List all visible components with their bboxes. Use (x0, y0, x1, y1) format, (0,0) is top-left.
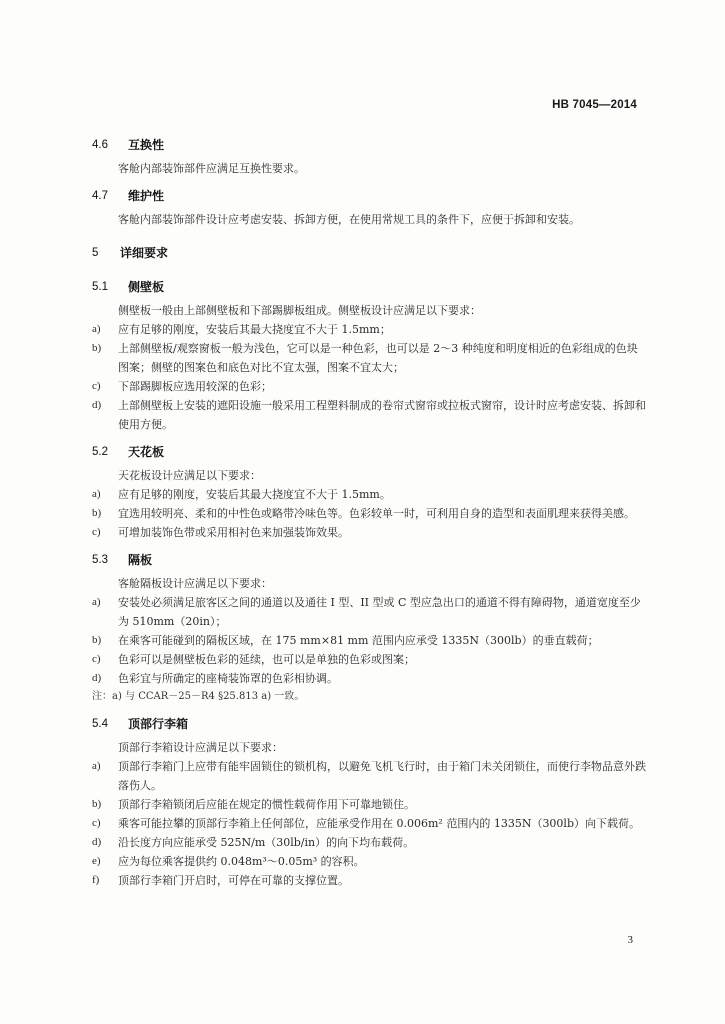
section-4-6 (92, 135, 647, 178)
list-item (92, 757, 647, 795)
list-item-label: c) (92, 526, 101, 538)
list-item-text: 应有足够的刚度，安装后其最大挠度宜不大于 1.5mm。 (118, 488, 391, 501)
section-title: 维护性 (128, 189, 165, 203)
section-title: 顶部行李箱 (128, 717, 189, 731)
list-item-label: a) (92, 323, 101, 335)
section-heading (92, 442, 647, 462)
section-paragraph: 客舱内部装饰部件设计应考虑安装、拆卸方便，在使用常规工具的条件下，应便于拆卸和安装。 (118, 213, 580, 226)
list-item (92, 833, 647, 852)
list-item-text: 在乘客可能碰到的隔板区域，在 175 mm×81 mm 范围内应承受 1335N（300lb）的垂直载荷； (118, 634, 599, 647)
list-item-text: 宜选用较明亮、柔和的中性色或略带冷味色等。色彩较单一时，可利用自身的造型和表面肌理来获得美感。 (118, 507, 635, 520)
chapter-number: 5 (92, 247, 99, 259)
section-number: 5.3 (92, 554, 108, 566)
section-number: 5.4 (92, 718, 108, 730)
list-item-label: b) (92, 507, 102, 519)
list-item-text: 应有足够的刚度，安装后其最大挠度宜不大于 1.5mm； (118, 323, 391, 336)
section-heading (92, 135, 647, 155)
section-5-3 (92, 550, 647, 706)
section-paragraph: 客舱隔板设计应满足以下要求： (118, 577, 272, 590)
list-item-label: c) (92, 817, 101, 829)
list-item-text: 色彩宜与所确定的座椅装饰罩的色彩相协调。 (118, 672, 338, 685)
list-item-label: c) (92, 380, 101, 392)
list-item (92, 650, 647, 669)
list-item-label: e) (92, 855, 101, 867)
section-number: 5.1 (92, 281, 108, 293)
list-item (92, 795, 647, 814)
list-item (92, 320, 647, 339)
list-item-text: 应为每位乘客提供约 0.048m³～0.05m³ 的容积。 (118, 855, 365, 868)
list-item-text: 安装处必须满足旅客区之间的通道以及通往 I 型、II 型或 C 型应急出口的通道不得有障碍物，通道宽度至少为 510mm（20in）； (118, 596, 641, 628)
section-heading (92, 277, 647, 297)
list-item-text: 顶部行李箱门上应带有能牢固锁住的锁机构，以避免飞机飞行时，由于箱门未关闭锁住，而使行李物品意外跌落伤人。 (118, 760, 646, 792)
list-item-label: b) (92, 342, 102, 354)
list-item-label: c) (92, 653, 101, 665)
list-item-label: a) (92, 488, 101, 500)
section-heading (92, 186, 647, 206)
document-body (92, 135, 647, 898)
list-item-label: d) (92, 399, 102, 411)
list-item (92, 631, 647, 650)
list-item-label: d) (92, 836, 102, 848)
list-item (92, 504, 647, 523)
list-item-text: 色彩可以是侧壁板色彩的延续，也可以是单独的色彩或图案； (118, 653, 415, 666)
section-5 (92, 243, 647, 263)
list-item (92, 814, 647, 833)
document-code: HB 7045—2014 (552, 99, 637, 111)
section-title: 侧壁板 (128, 280, 165, 294)
section-5-1 (92, 277, 647, 434)
list-item-label: b) (92, 798, 102, 810)
list-item (92, 593, 647, 631)
list-item (92, 871, 647, 890)
list-item-text: 上部侧壁板上安装的遮阳设施一般采用工程塑料制成的卷帘式窗帘或拉板式窗帘，设计时应考虑安装、拆卸和使用方便。 (118, 399, 646, 431)
list-item (92, 852, 647, 871)
section-number: 4.7 (92, 190, 108, 202)
list-item-text: 上部侧壁板/观察窗板一般为浅色，它可以是一种色彩，也可以是 2～3 种纯度和明度相近的色彩组成的色块图案；侧壁的图案色和底色对比不宜太强，图案不宜太大； (118, 342, 638, 374)
list-item-text: 顶部行李箱门开启时，可停在可靠的支撑位置。 (118, 874, 349, 887)
list-item (92, 485, 647, 504)
section-title: 互换性 (128, 138, 165, 152)
section-paragraph: 客舱内部装饰部件应满足互换性要求。 (118, 162, 305, 175)
section-number: 5.2 (92, 446, 108, 458)
list-item-label: a) (92, 760, 101, 772)
list-item (92, 339, 647, 377)
list-item (92, 377, 647, 396)
list-item-text: 乘客可能拉攀的顶部行李箱上任何部位，应能承受作用在 0.006m² 范围内的 1335N（300lb）向下载荷。 (118, 817, 640, 830)
list-item-text: 下部踢脚板应选用较深的色彩； (118, 380, 272, 393)
section-title: 天花板 (128, 445, 165, 459)
list-item-label: f) (92, 874, 100, 886)
section-title: 隔板 (128, 553, 153, 567)
section-paragraph: 顶部行李箱设计应满足以下要求： (118, 741, 283, 754)
list-item-label: a) (92, 596, 101, 608)
list-item-label: b) (92, 634, 102, 646)
chapter-heading (92, 243, 647, 263)
chapter-title: 详细要求 (120, 246, 169, 260)
section-5-4 (92, 714, 647, 890)
list-item-text: 沿长度方向应能承受 525N/m（30lb/in）的向下均布载荷。 (118, 836, 415, 849)
list-item-text: 可增加装饰色带或采用相衬色来加强装饰效果。 (118, 526, 349, 539)
section-5-2 (92, 442, 647, 542)
list-item (92, 396, 647, 434)
section-4-7 (92, 186, 647, 229)
list-item (92, 523, 647, 542)
section-note: 注：a) 与 CCAR－25－R4 §25.813 a) 一致。 (92, 691, 305, 702)
list-item (92, 669, 647, 688)
list-item-text: 顶部行李箱锁闭后应能在规定的惯性载荷作用下可靠地锁住。 (118, 798, 415, 811)
list-item-label: d) (92, 672, 102, 684)
section-heading (92, 550, 647, 570)
section-heading (92, 714, 647, 734)
page-number: 3 (627, 934, 633, 946)
section-number: 4.6 (92, 139, 108, 151)
section-paragraph: 侧壁板一般由上部侧壁板和下部踢脚板组成。侧壁板设计应满足以下要求： (118, 304, 481, 317)
section-paragraph: 天花板设计应满足以下要求： (118, 469, 261, 482)
